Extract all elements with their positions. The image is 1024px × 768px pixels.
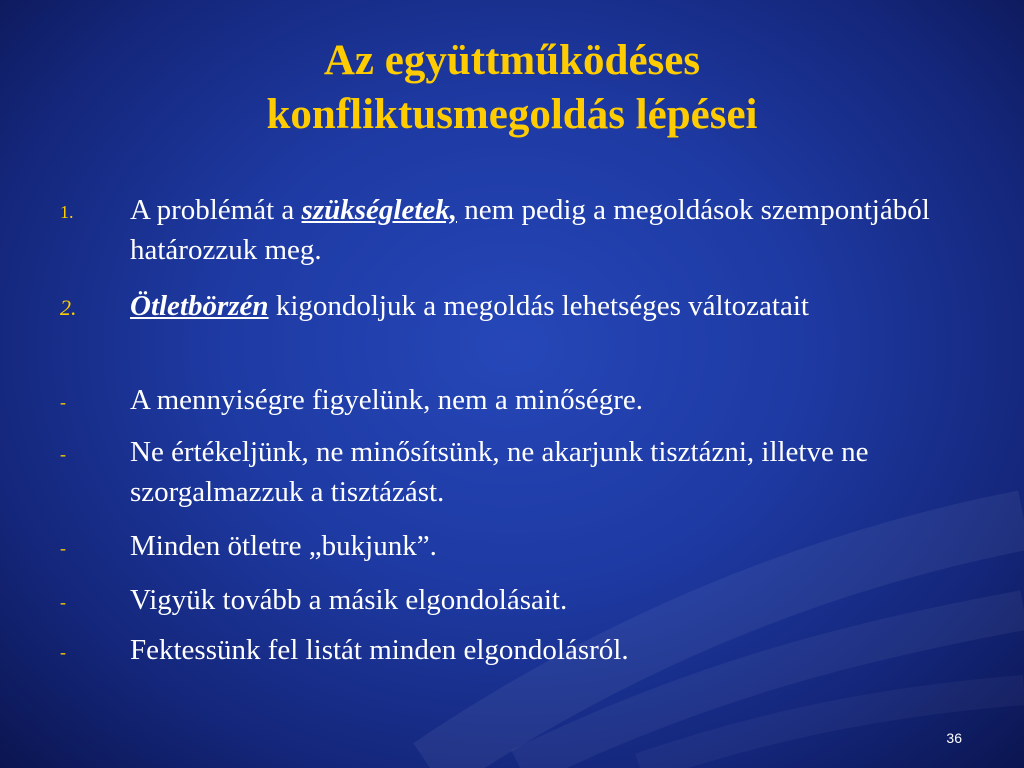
list-item-text-post: kigondoljuk a megoldás lehetséges változatait — [268, 290, 809, 322]
list-marker: - — [60, 642, 66, 662]
list-item-text: Fektessünk fel listát minden elgondolásról. — [130, 634, 629, 666]
title-line-2: konfliktusmegoldás lépései — [266, 91, 758, 138]
page-number: 36 — [946, 730, 962, 746]
list-marker: - — [60, 392, 66, 412]
title-line-1: Az együttműködéses — [323, 37, 701, 84]
list-marker: - — [60, 444, 66, 464]
list-item-emphasis: szükségletek, — [301, 194, 458, 226]
list-marker: 2. — [60, 295, 77, 320]
list-item-text — [130, 286, 980, 326]
list-item-text: Vigyük tovább a másik elgondolásait. — [130, 584, 568, 616]
list-item-text: Ne értékeljünk, ne minősítsünk, ne akarjunk tisztázni, illetve ne szorgalmazzuk a tisztázást. — [130, 436, 869, 508]
list-item-text-post: nem pedig a megoldások szempontjából határozzuk meg. — [130, 194, 930, 266]
list-marker: - — [60, 592, 66, 612]
list-item-emphasis: Ötletbörzén — [130, 290, 269, 322]
list-marker: 1. — [60, 202, 74, 222]
list-item-text: Minden ötletre „bukjunk”. — [130, 530, 437, 562]
list-item-text-pre: A problémát a — [130, 194, 302, 226]
list-item-text — [130, 190, 980, 270]
list-marker: - — [60, 538, 66, 558]
list-item-text: A mennyiségre figyelünk, nem a minőségre. — [130, 384, 644, 416]
